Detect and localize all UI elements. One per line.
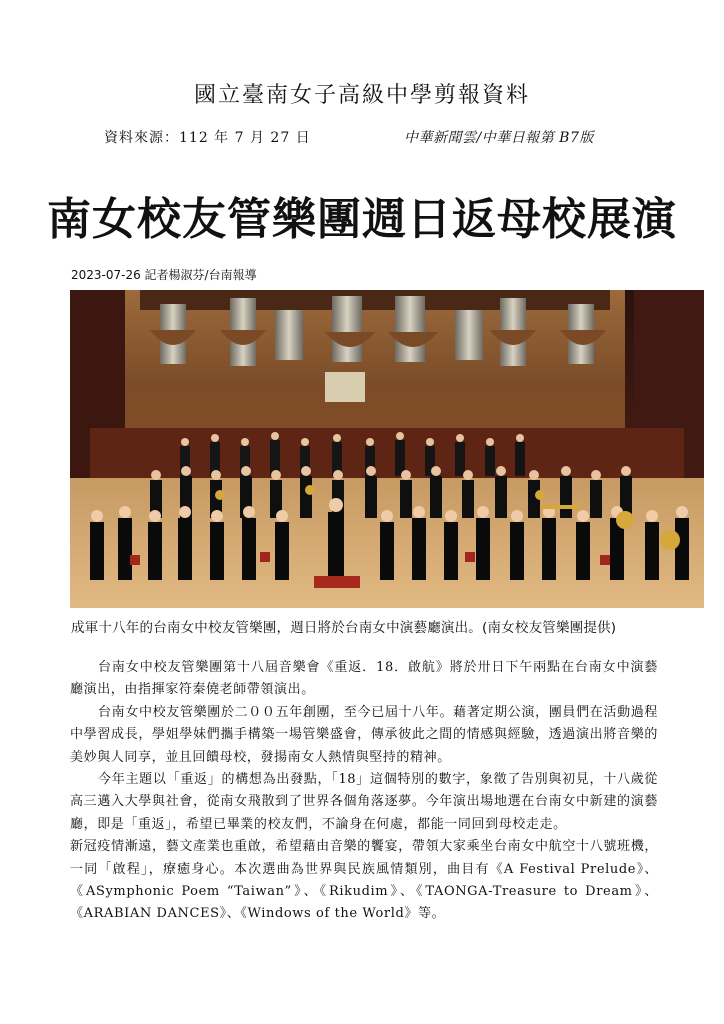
band-photo [70,290,704,608]
source-date: 資料來源：112 年 7 月 27 日 [104,130,311,146]
photo-caption: 成軍十八年的台南女中校友管樂團，週日將於台南女中演藝廳演出。(南女校友管樂團提供) [71,620,617,636]
publisher: 中華新聞雲/中華日報第 B7版 [404,130,594,146]
article-body [70,657,658,926]
article-headline: 南女校友管樂團週日返母校展演 [47,194,677,245]
article-paragraph: 今年主題以「重返」的構想為出發點，「18」這個特別的數字，象徵了告別與初見，十八歲從高三邁入大學與社會，從南女飛散到了世界各個角落逐夢。今年演出場地選在台南女中新建的演藝廳，即是「重返」，希望已畢業的校友們，不論身在何處，都能一同回到母校走走。 [70,772,658,832]
article-paragraph: 新冠疫情漸遠，藝文產業也重啟，希望藉由音樂的饗宴，帶領大家乘坐台南女中航空十八號班機，一同「啟程」，療癒身心。本次選曲為世界與民族風情類別，曲目有《A Festival Prelude》、《ASymphonic Poem “Taiwan”》、《Rikudim》、《TAONGA-Treasure to Dream》、《ARABIAN DANCES》、《Windows of the World》等。 [70,839,658,922]
article-paragraph: 台南女中校友管樂團第十八屆音樂會《重返．18．啟航》將於卅日下午兩點在台南女中演藝廳演出，由指揮家符秦僥老師帶領演出。 [70,660,658,698]
article-dateline: 2023-07-26 記者楊淑芬/台南報導 [71,268,257,282]
article-paragraph: 台南女中校友管樂團於二００五年創團，至今已屆十八年。藉著定期公演，團員們在活動過程中學習成長，學姐學妹們攜手構築一場管樂盛會，傳承彼此之間的情感與經驗，透過演出將音樂的美妙與人同享，並且回饋母校，發揚南女人熱情與堅持的精神。 [70,704,658,765]
school-title: 國立臺南女子高級中學剪報資料 [193,83,530,108]
